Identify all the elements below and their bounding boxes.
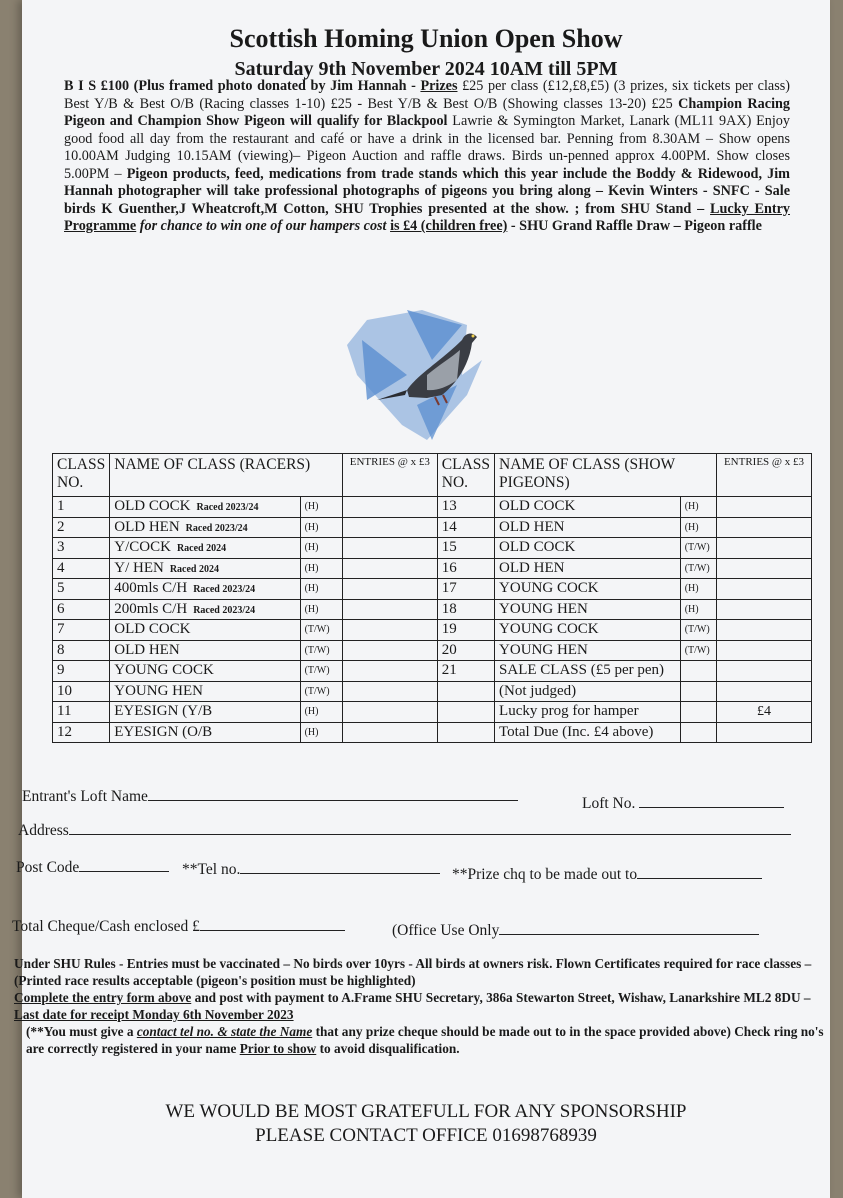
racer-class-name: OLD COCK Raced 2023/24 xyxy=(110,497,300,518)
loft-name-label: Entrant's Loft Name xyxy=(22,788,148,805)
table-row xyxy=(53,538,812,559)
raced-season: Raced 2024 xyxy=(176,543,227,555)
show-entries-cell[interactable] xyxy=(717,599,812,620)
entry-rules xyxy=(14,955,824,1057)
racer-class-code: (T/W) xyxy=(300,640,342,661)
header-racers: NAME OF CLASS (RACERS) xyxy=(110,454,343,497)
racer-class-no: 2 xyxy=(53,517,110,538)
racer-class-code: (T/W) xyxy=(300,661,342,682)
raced-season: Raced 2023/24 xyxy=(196,502,259,514)
show-entries-cell[interactable] xyxy=(717,722,812,743)
racer-class-name: 200mls C/H Raced 2023/24 xyxy=(110,599,300,620)
racer-class-code: (H) xyxy=(300,497,342,518)
trade-text: Pigeon products, feed, medications from trade stands which this year include the Boddy & Ridewood, Jim Hannah photographer will take professional photographs of pigeons you bring along – Kevin Winters - SNFC - Sale birds K Guenther,J Wheatcroft,M Cotton, SHU Trophies presented at the show. ; from SHU Stand – xyxy=(64,165,790,217)
raced-season: Raced 2023/24 xyxy=(185,522,248,534)
show-entries-cell[interactable] xyxy=(717,538,812,559)
total-cheque-field[interactable] xyxy=(12,916,345,936)
show-class-code: (H) xyxy=(680,517,716,538)
racer-class-name: Y/COCK Raced 2024 xyxy=(110,538,300,559)
racer-class-no: 3 xyxy=(53,538,110,559)
racer-class-no: 9 xyxy=(53,661,110,682)
racer-class-code: (H) xyxy=(300,579,342,600)
show-class-name: YOUNG HEN xyxy=(495,599,681,620)
racer-entries-cell[interactable] xyxy=(342,661,437,682)
prizes-detail: £25 per class (£12,£8,£5) (3 prizes, six tickets per class) Best Y/B & Best O/B (Racing classes 1-10) £25 - Best Y/B & Best O/B (Showing classes 13-20) £25 xyxy=(64,78,790,112)
show-class-name: Total Due (Inc. £4 above) xyxy=(495,722,681,743)
sponsorship-line: WE WOULD BE MOST GRATEFULL FOR ANY SPONSORSHIP xyxy=(165,1101,687,1122)
office-use-field xyxy=(392,920,759,940)
show-class-name: (Not judged) xyxy=(495,681,681,702)
show-entries-cell[interactable] xyxy=(717,517,812,538)
show-class-code xyxy=(680,722,716,743)
header-class-no-show: CLASS NO. xyxy=(437,454,494,497)
show-class-code: (H) xyxy=(680,599,716,620)
lucky-entry-link: Lucky Entry Programme xyxy=(64,200,790,234)
champion-text: Champion Racing Pigeon and Champion Show Pigeon will qualify for Blackpool xyxy=(64,95,790,129)
entry-form-sheet xyxy=(12,0,830,1198)
event-date: Saturday 9th November 2024 10AM till 5PM xyxy=(234,58,618,80)
show-class-code xyxy=(680,681,716,702)
racer-entries-cell[interactable] xyxy=(342,517,437,538)
show-entries-cell[interactable] xyxy=(717,681,812,702)
show-class-name: YOUNG COCK xyxy=(495,579,681,600)
show-class-code xyxy=(680,702,716,723)
show-class-no xyxy=(437,702,494,723)
show-class-code: (T/W) xyxy=(680,558,716,579)
show-class-name: OLD COCK xyxy=(495,497,681,518)
show-class-name: OLD HEN xyxy=(495,558,681,579)
show-class-no: 14 xyxy=(437,517,494,538)
racer-class-name: EYESIGN (Y/B xyxy=(110,702,300,723)
show-class-no: 19 xyxy=(437,620,494,641)
racer-class-no: 12 xyxy=(53,722,110,743)
header-entries-racers: ENTRIES @ x £3 xyxy=(342,454,437,497)
table-row xyxy=(53,579,812,600)
hamper-text: for chance to win one of our hampers cost xyxy=(136,218,391,234)
tel-label: **Tel no. xyxy=(182,861,241,878)
racer-class-code: (H) xyxy=(300,538,342,559)
sponsorship-notice xyxy=(22,1100,830,1148)
racer-class-no: 7 xyxy=(53,620,110,641)
show-class-no: 15 xyxy=(437,538,494,559)
prizes-label: Prizes xyxy=(420,78,458,94)
hamper-cost: is £4 (children free) xyxy=(390,218,508,234)
show-entries-cell[interactable] xyxy=(717,558,812,579)
rules-contact: (**You must give a contact tel no. & state the Name that any prize cheque should be made out to in the space provided above) Check ring no's are correctly registered in your name Prior to show to avoid disqualification. xyxy=(26,1024,824,1056)
racer-class-code: (H) xyxy=(300,558,342,579)
header-show: NAME OF CLASS (SHOW PIGEONS) xyxy=(495,454,717,497)
loft-no-label: Loft No. xyxy=(582,795,636,812)
show-entries-cell[interactable] xyxy=(717,620,812,641)
show-class-code: (H) xyxy=(680,579,716,600)
tel-field[interactable] xyxy=(182,859,440,879)
table-row xyxy=(53,558,812,579)
office-use-label: (Office Use Only xyxy=(392,922,500,939)
loft-name-field[interactable] xyxy=(22,786,518,806)
raffle-text: - SHU Grand Raffle Draw – Pigeon raffle xyxy=(507,218,762,234)
show-class-no xyxy=(437,722,494,743)
table-row xyxy=(53,640,812,661)
header-entries-show: ENTRIES @ x £3 xyxy=(717,454,812,497)
racer-entries-cell[interactable] xyxy=(342,620,437,641)
show-class-code: (T/W) xyxy=(680,640,716,661)
racer-entries-cell[interactable] xyxy=(342,579,437,600)
total-cheque-label: Total Cheque/Cash enclosed £ xyxy=(12,918,200,935)
racer-class-code: (H) xyxy=(300,722,342,743)
address-label: Address xyxy=(18,822,69,839)
racer-entries-cell[interactable] xyxy=(342,722,437,743)
show-entries-cell[interactable] xyxy=(717,661,812,682)
table-header-row xyxy=(53,454,812,497)
racer-entries-cell[interactable] xyxy=(342,702,437,723)
venue-text: Lawrie & Symington Market, Lanark (ML11 9AX) Enjoy good food all day from the restaurant and café or have a drink in the licensed bar. Penning from 8.30AM – Show opens 10.00AM Judging 10.15AM (viewing)– Pigeon Auction and raffle draws. Birds un-penned approx 4.00PM. Show closes 5.00PM – xyxy=(64,113,790,182)
raced-season: Raced 2024 xyxy=(169,563,219,575)
racer-entries-cell[interactable] xyxy=(342,558,437,579)
rules-postal: Complete the entry form above and post with payment to A.Frame SHU Secretary, 386a Stewarton Street, Wishaw, Lanarkshire ML2 8DU – Last date for receipt Monday 6th November 2023 xyxy=(14,990,811,1022)
show-class-code: (T/W) xyxy=(680,538,716,559)
racer-class-no: 10 xyxy=(53,681,110,702)
show-class-no: 20 xyxy=(437,640,494,661)
racer-class-code: (H) xyxy=(300,702,342,723)
show-class-name: OLD HEN xyxy=(495,517,681,538)
racer-class-name: OLD HEN Raced 2023/24 xyxy=(110,517,300,538)
racer-class-name: OLD HEN xyxy=(110,640,300,661)
racer-class-code: (T/W) xyxy=(300,620,342,641)
table-row xyxy=(53,620,812,641)
show-class-name: OLD COCK xyxy=(495,538,681,559)
table-row xyxy=(53,722,812,743)
show-entries-cell[interactable] xyxy=(717,640,812,661)
racer-class-name: OLD COCK xyxy=(110,620,300,641)
table-row xyxy=(53,497,812,518)
racer-class-code: (H) xyxy=(300,517,342,538)
show-class-code xyxy=(680,661,716,682)
table-row xyxy=(53,599,812,620)
event-description xyxy=(64,78,790,236)
header-class-no: CLASS NO. xyxy=(53,454,110,497)
racer-class-name: 400mls C/H Raced 2023/24 xyxy=(110,579,300,600)
racer-class-name: YOUNG HEN xyxy=(110,681,300,702)
class-entry-table xyxy=(52,453,812,743)
raced-season: Raced 2023/24 xyxy=(193,584,256,596)
raced-season: Raced 2023/24 xyxy=(193,604,256,616)
address-field[interactable] xyxy=(18,820,791,840)
page-title: Scottish Homing Union Open Show xyxy=(229,24,623,53)
show-class-code: (H) xyxy=(680,497,716,518)
racer-class-name: EYESIGN (O/B xyxy=(110,722,300,743)
prize-cheque-field[interactable] xyxy=(452,864,762,884)
contact-office-line: PLEASE CONTACT OFFICE 01698768939 xyxy=(255,1125,597,1146)
show-class-code: (T/W) xyxy=(680,620,716,641)
table-row xyxy=(53,517,812,538)
show-class-no: 16 xyxy=(437,558,494,579)
shu-pigeon-logo xyxy=(347,305,482,445)
rules-vaccination: Under SHU Rules - Entries must be vaccinated – No birds over 10yrs - All birds at owners risk. Flown Certificates required for race classes – (Printed race results acceptable (pigeon's position must be highlighted) xyxy=(14,956,812,988)
bis-prize: B I S £100 (Plus framed photo donated by Jim Hannah - xyxy=(64,78,421,94)
racer-class-no: 4 xyxy=(53,558,110,579)
show-class-no: 17 xyxy=(437,579,494,600)
show-entries-cell[interactable]: £4 xyxy=(717,702,812,723)
show-class-name: SALE CLASS (£5 per pen) xyxy=(495,661,681,682)
show-class-no: 18 xyxy=(437,599,494,620)
racer-class-name: Y/ HEN Raced 2024 xyxy=(110,558,300,579)
show-class-name: YOUNG HEN xyxy=(495,640,681,661)
racer-class-no: 1 xyxy=(53,497,110,518)
racer-class-no: 6 xyxy=(53,599,110,620)
racer-class-name: YOUNG COCK xyxy=(110,661,300,682)
racer-entries-cell[interactable] xyxy=(342,538,437,559)
racer-class-no: 5 xyxy=(53,579,110,600)
racer-entries-cell[interactable] xyxy=(342,497,437,518)
show-entries-cell[interactable] xyxy=(717,579,812,600)
prize-cheque-label: **Prize chq to be made out to xyxy=(452,866,638,883)
racer-class-code: (T/W) xyxy=(300,681,342,702)
show-class-no xyxy=(437,681,494,702)
show-entries-cell[interactable] xyxy=(717,497,812,518)
show-class-name: Lucky prog for hamper xyxy=(495,702,681,723)
racer-entries-cell[interactable] xyxy=(342,640,437,661)
post-code-field[interactable] xyxy=(16,857,169,877)
post-code-label: Post Code xyxy=(16,859,80,876)
table-row xyxy=(53,681,812,702)
racer-entries-cell[interactable] xyxy=(342,681,437,702)
table-row xyxy=(53,702,812,723)
loft-no-field[interactable] xyxy=(582,793,784,813)
racer-entries-cell[interactable] xyxy=(342,599,437,620)
show-class-no: 21 xyxy=(437,661,494,682)
show-class-no: 13 xyxy=(437,497,494,518)
racer-class-code: (H) xyxy=(300,599,342,620)
show-class-name: YOUNG COCK xyxy=(495,620,681,641)
racer-class-no: 8 xyxy=(53,640,110,661)
table-row xyxy=(53,661,812,682)
racer-class-no: 11 xyxy=(53,702,110,723)
